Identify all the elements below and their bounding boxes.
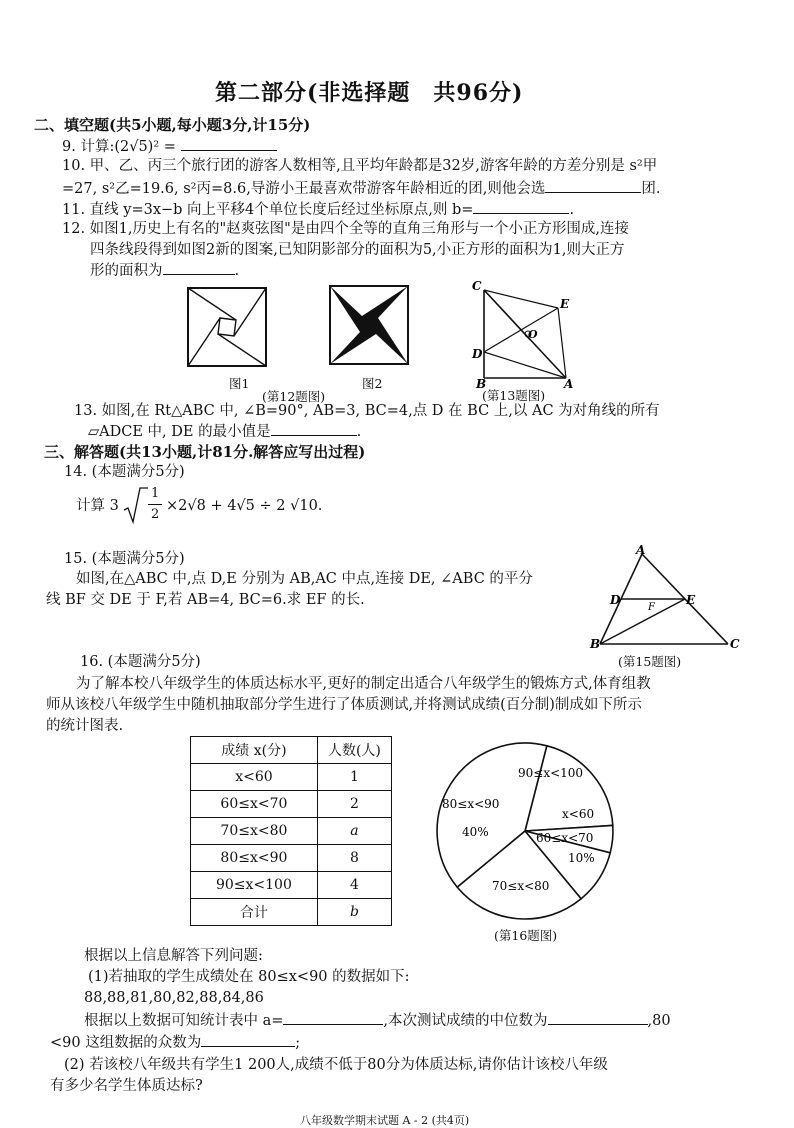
question-10-tail: 团. bbox=[641, 181, 661, 197]
figure-13-caption: (第13题图) bbox=[482, 388, 546, 403]
table-row bbox=[191, 899, 392, 926]
figure-13-parallelogram bbox=[470, 280, 580, 390]
question-10-line2 bbox=[62, 178, 661, 199]
table-cell: 4 bbox=[317, 872, 391, 899]
question-16-part2-line1: (2) 若该校八年级共有学生1 200人,成绩不低于80分为体质达标,请你估计该校八年级 bbox=[64, 1057, 608, 1073]
question-13-line1: 13. 如图,在 Rt△ABC 中, ∠B=90°, AB=3, BC=4,点 D 在 BC 上,以 AC 为对角线的所有 bbox=[74, 403, 660, 419]
question-16-head: 16. (本题满分5分) bbox=[80, 654, 201, 670]
svg-text:F: F bbox=[648, 602, 655, 613]
svg-text:A: A bbox=[636, 544, 646, 557]
question-10-line1: 10. 甲、乙、丙三个旅行团的游客人数相等,且平均年龄都是32岁,游客年龄的方差分别是 s²甲 bbox=[62, 158, 658, 174]
answer-blank-mode[interactable] bbox=[201, 1032, 295, 1047]
question-13-text: ▱ADCE 中, DE 的最小值是 bbox=[88, 424, 271, 440]
table-cell: 80≤x<90 bbox=[191, 845, 318, 872]
table-row bbox=[191, 845, 392, 872]
answer-blank-10[interactable] bbox=[545, 178, 641, 193]
question-11 bbox=[62, 199, 574, 220]
figure-15-triangle bbox=[588, 544, 742, 652]
figure-2-label: 图2 bbox=[362, 376, 383, 391]
question-16-line3: 的统计图表. bbox=[46, 718, 124, 734]
table-cell: 8 bbox=[317, 845, 391, 872]
q16-fill2-text: <90 这组数据的众数为 bbox=[50, 1035, 202, 1051]
pie-pct-80-90: 40% bbox=[462, 825, 489, 839]
page-title: 第二部分(非选择题 共96分) bbox=[215, 80, 524, 106]
question-16-instruction: 根据以上信息解答下列问题: bbox=[84, 948, 263, 964]
page-footer: 八年级数学期末试题 A - 2 (共4页) bbox=[300, 1114, 470, 1127]
svg-text:E: E bbox=[686, 593, 696, 607]
figure-2-shaded-star bbox=[328, 284, 412, 368]
question-11-tail: . bbox=[569, 202, 575, 218]
question-13-line2 bbox=[88, 421, 361, 442]
question-11-text: 11. 直线 y=3x−b 向上平移4个单位长度后经过坐标原点,则 b= bbox=[62, 202, 474, 218]
answer-blank-12[interactable] bbox=[163, 260, 235, 275]
question-16-data: 88,88,81,80,82,88,84,86 bbox=[84, 990, 264, 1006]
svg-text:B: B bbox=[590, 637, 601, 651]
answer-blank-13[interactable] bbox=[271, 421, 357, 436]
svg-text:E: E bbox=[560, 297, 570, 311]
question-15-head: 15. (本题满分5分) bbox=[64, 551, 185, 567]
q16-fill-text: 根据以上数据可知统计表中 a= bbox=[84, 1013, 284, 1029]
q14-frac-denominator: 2 bbox=[151, 507, 160, 522]
question-16-line2: 师从该校八年级学生中随机抽取部分学生进行了体质测试,并将测试成绩(百分制)制成如下所示 bbox=[46, 697, 642, 713]
pie-label-under-60: x<60 bbox=[562, 807, 595, 821]
pie-label-70-80: 70≤x<80 bbox=[492, 879, 550, 893]
question-14-head: 14. (本题满分5分) bbox=[64, 464, 185, 480]
table-cell: 90≤x<100 bbox=[191, 872, 318, 899]
table-row bbox=[191, 764, 392, 791]
question-16-part1: (1)若抽取的学生成绩处在 80≤x<90 的数据如下: bbox=[88, 969, 410, 985]
score-pie-chart bbox=[430, 736, 620, 926]
table-cell: 合计 bbox=[191, 899, 318, 926]
q16-fill-text-end: ,80 bbox=[647, 1013, 671, 1029]
figure-12-caption: (第12题图) bbox=[262, 389, 326, 404]
question-16-fill-line-2 bbox=[50, 1032, 300, 1053]
table-row bbox=[191, 791, 392, 818]
q14-suffix: ×2√8 + 4√5 ÷ 2 √10. bbox=[166, 498, 323, 514]
table-cell: 60≤x<70 bbox=[191, 791, 318, 818]
svg-text:D: D bbox=[472, 347, 483, 361]
pie-label-90-100: 90≤x<100 bbox=[518, 766, 584, 780]
figure-1-label: 图1 bbox=[229, 376, 250, 391]
question-15-line2: 线 BF 交 DE 于 F,若 AB=4, BC=6.求 EF 的长. bbox=[46, 592, 365, 608]
pie-label-60-70: 60≤x<70 bbox=[536, 831, 594, 845]
figure-16-caption: (第16题图) bbox=[494, 928, 558, 943]
svg-text:A: A bbox=[564, 377, 574, 390]
answer-blank-median[interactable] bbox=[548, 1010, 648, 1025]
table-cell: 2 bbox=[317, 791, 391, 818]
answer-blank-11[interactable] bbox=[473, 199, 569, 214]
table-cell: 1 bbox=[317, 764, 391, 791]
sqrt-sign-icon bbox=[122, 486, 148, 526]
question-16-fill-line bbox=[84, 1010, 671, 1031]
table-cell: x<60 bbox=[191, 764, 318, 791]
question-12-line3 bbox=[90, 260, 239, 281]
score-table bbox=[190, 736, 392, 926]
section-solve-heading: 三、解答题(共13小题,计81分.解答应写出过程) bbox=[44, 443, 366, 461]
table-cell: 70≤x<80 bbox=[191, 818, 318, 845]
question-16-part2-line2: 有多少名学生体质达标? bbox=[50, 1078, 203, 1094]
table-row bbox=[191, 818, 392, 845]
table-header-row bbox=[191, 737, 392, 764]
question-10-text: =27, s²乙=19.6, s²丙=8.6,导游小王最喜欢带游客年龄相近的团,则他会选 bbox=[62, 181, 546, 197]
question-12-line2: 四条线段得到如图2新的图案,已知阴影部分的面积为5,小正方形的面积为1,则大正方 bbox=[90, 242, 625, 258]
pie-label-80-90: 80≤x<90 bbox=[442, 797, 500, 811]
figure-15-caption: (第15题图) bbox=[618, 654, 682, 669]
table-header-cell: 人数(人) bbox=[317, 737, 391, 764]
q16-fill2-text-end: ; bbox=[295, 1035, 301, 1051]
svg-text:O: O bbox=[528, 328, 538, 341]
svg-text:B: B bbox=[476, 377, 487, 390]
svg-text:D: D bbox=[610, 593, 621, 607]
table-row bbox=[191, 872, 392, 899]
q14-prefix: 计算 3 bbox=[76, 498, 119, 514]
table-header-cell: 成绩 x(分) bbox=[191, 737, 318, 764]
table-cell: b bbox=[317, 899, 391, 926]
svg-text:C: C bbox=[472, 280, 482, 293]
question-13-tail: . bbox=[356, 424, 362, 440]
q14-frac-numerator: 1 bbox=[151, 486, 160, 501]
question-9 bbox=[62, 136, 277, 157]
question-15-line1: 如图,在△ABC 中,点 D,E 分别为 AB,AC 中点,连接 DE, ∠ABC 的平分 bbox=[76, 571, 533, 587]
answer-blank-a[interactable] bbox=[283, 1010, 383, 1025]
question-12-tail: . bbox=[234, 263, 240, 279]
question-16-line1: 为了解本校八年级学生的体质达标水平,更好的制定出适合八年级学生的锻炼方式,体育组教 bbox=[76, 676, 651, 692]
section-fill-blank-heading: 二、填空题(共5小题,每小题3分,计15分) bbox=[34, 116, 311, 134]
question-12-text: 形的面积为 bbox=[90, 263, 163, 279]
svg-text:C: C bbox=[730, 637, 740, 651]
answer-blank-9[interactable] bbox=[181, 136, 277, 151]
table-cell: a bbox=[317, 818, 391, 845]
question-12-line1: 12. 如图1,历史上有名的"赵爽弦图"是由四个全等的直角三角形与一个小正方形围成,连接 bbox=[62, 221, 629, 237]
pie-pct-60-70: 10% bbox=[568, 851, 595, 865]
question-9-text: 9. 计算:(2√5)² = bbox=[62, 139, 181, 155]
q16-fill-text-mid: ,本次测试成绩的中位数为 bbox=[383, 1013, 548, 1029]
figure-1-zhao-shuang-diagram bbox=[186, 286, 270, 368]
